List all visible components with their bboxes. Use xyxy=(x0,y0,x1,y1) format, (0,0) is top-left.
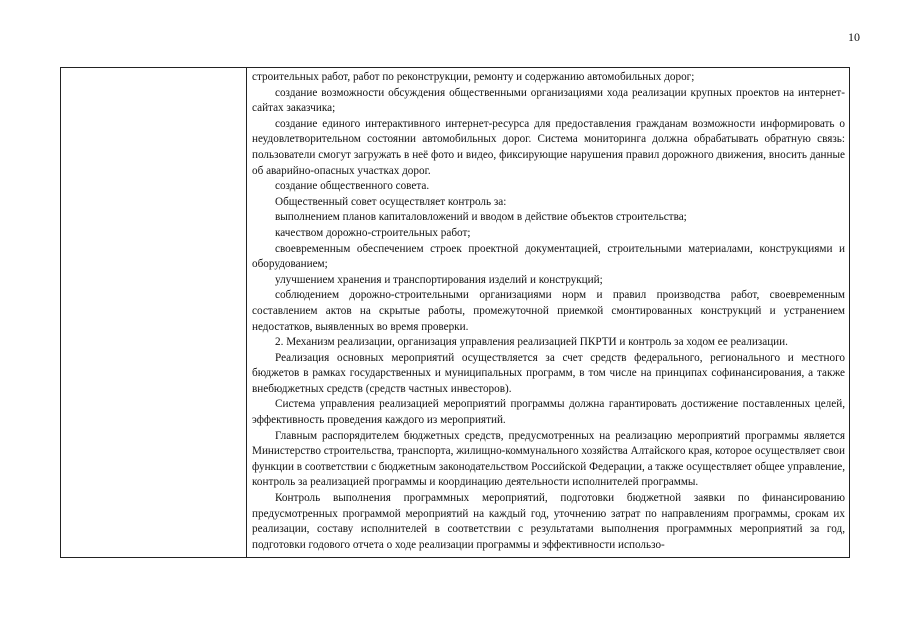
page-number: 10 xyxy=(848,30,860,44)
table-text-column xyxy=(247,68,849,557)
paragraph: Система управления реализацией мероприятий программы должна гарантировать достижение поставленных целей, эффективность проведения каждого из мероприятий. xyxy=(252,398,845,427)
paragraph: соблюдением дорожно-строительными организациями норм и правил производства работ, своевременным составлением актов на скрытые работы, промежуточной приемкой смонтированных конструкций и устранением недостатков, выявленных во время проверки. xyxy=(252,289,845,333)
paragraph: своевременным обеспечением строек проектной документацией, строительными материалами, конструкциями и оборудованием; xyxy=(252,242,845,271)
paragraph: 2. Механизм реализации, организация управления реализацией ПКРТИ и контроль за ходом ее реализации. xyxy=(275,336,788,349)
paragraph: качеством дорожно-строительных работ; xyxy=(275,226,471,239)
paragraph: создание единого интерактивного интернет-ресурса для предоставления гражданам возможности информировать о неудовлетворительном состоянии автомобильных дорог. Система мониторинга должна обрабатывать обратную связь: пользователи смогут загружать в неё фото и видео, фиксирующие нарушения правил дорожного движения, вносить данные об аварийно-опасных участках дорог. xyxy=(252,117,845,177)
paragraph: строительных работ, работ по реконструкции, ремонту и содержанию автомобильных дорог; xyxy=(252,71,695,83)
paragraph: Контроль выполнения программных мероприятий, подготовки бюджетной заявки по финансированию предусмотренных программой мероприятий на каждый год, уточнению затрат по направлениям программы, срокам их реализации, составу исполнителей в соответствии с результатами выполнения программных мероприятий за год, подготовки годового отчета о ходе реализации программы и эффективности использо- xyxy=(252,492,845,551)
paragraph: выполнением планов капиталовложений и вводом в действие объектов строительства; xyxy=(275,211,687,224)
table-left-column xyxy=(61,68,247,557)
paragraph: создание возможности обсуждения общественными организациями хода реализации крупных проектов на интернет-сайтах заказчика; xyxy=(252,86,845,115)
document-table xyxy=(60,67,850,558)
paragraph: Общественный совет осуществляет контроль за: xyxy=(275,195,507,208)
paragraph: создание общественного совета. xyxy=(275,180,430,193)
paragraph: улучшением хранения и транспортирования изделий и конструкций; xyxy=(275,273,603,286)
paragraph: Главным распорядителем бюджетных средств, предусмотренных на реализацию мероприятий программы является Министерство строительства, транспорта, жилищно-коммунального хозяйства Алтайского края, которое осуществляет свои функции в соответствии с бюджетным законодательством Российской Федерации, а также осуществляет общее управление, контроль за реализацией программы и координацию деятельности исполнителей программы. xyxy=(252,429,845,489)
paragraph: Реализация основных мероприятий осуществляется за счет средств федерального, регионального и местного бюджетов в рамках государственных и муниципальных программ, в том числе на принципах софинансирования, а также внебюджетных средств (средств частных инвесторов). xyxy=(252,351,845,395)
